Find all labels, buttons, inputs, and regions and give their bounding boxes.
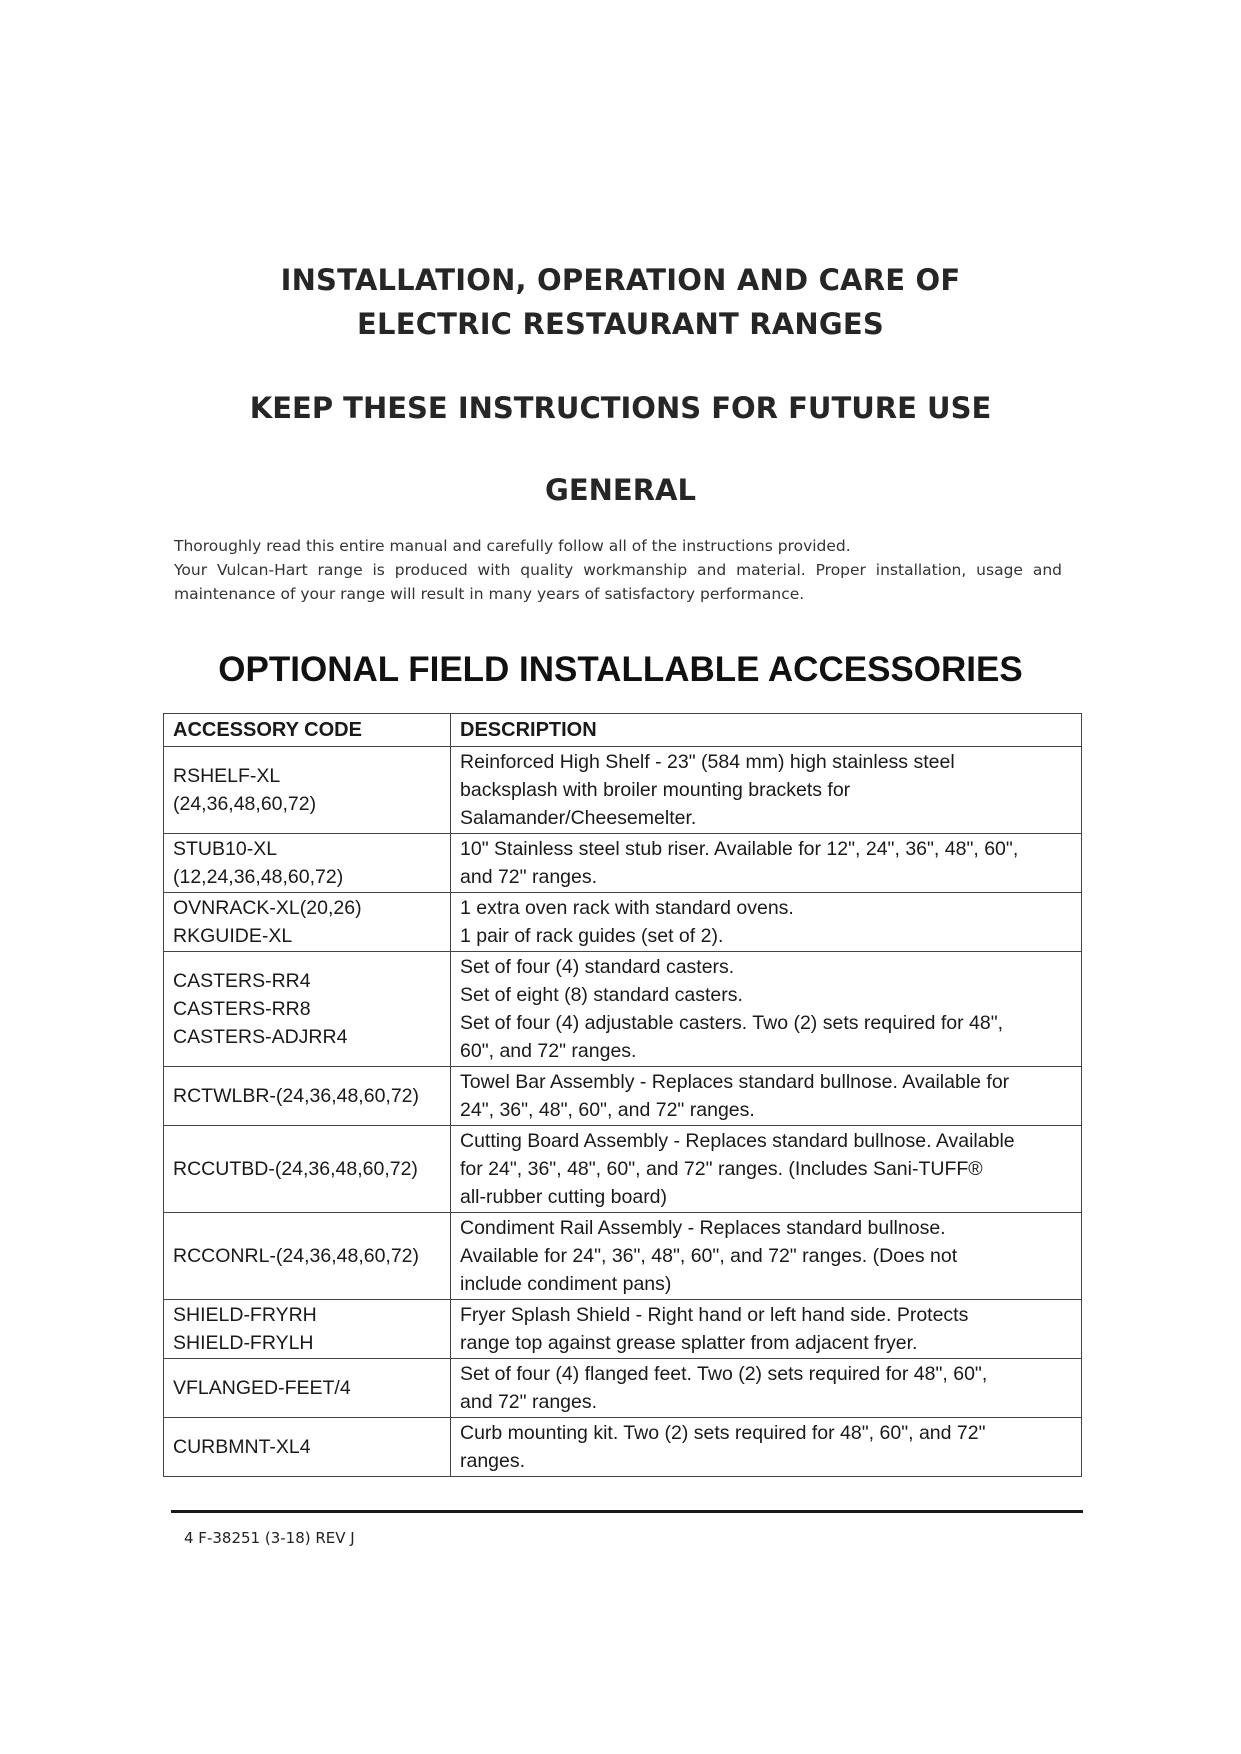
accessory-code-cell bbox=[164, 1418, 451, 1477]
accessory-code-cell bbox=[164, 1067, 451, 1126]
accessory-code: RCTWLBR-(24,36,48,60,72) bbox=[173, 1085, 420, 1107]
accessory-code: (24,36,48,60,72) bbox=[173, 793, 317, 815]
accessory-code: SHIELD-FRYRH bbox=[173, 1304, 317, 1326]
accessory-description: 10" Stainless steel stub riser. Available for 12", 24", 36", 48", 60", bbox=[460, 838, 1019, 860]
accessories-heading: OPTIONAL FIELD INSTALLABLE ACCESSORIES bbox=[218, 650, 1023, 689]
accessory-description-cell bbox=[451, 747, 1082, 834]
accessory-description: Fryer Splash Shield - Right hand or left hand side. Protects bbox=[460, 1304, 969, 1326]
accessory-code-cell bbox=[164, 1126, 451, 1213]
accessory-description: and 72" ranges. bbox=[460, 1391, 598, 1413]
accessory-code: RKGUIDE-XL bbox=[173, 925, 293, 947]
accessory-description: 1 extra oven rack with standard ovens. bbox=[460, 897, 794, 919]
accessory-description: for 24", 36", 48", 60", and 72" ranges. (Includes Sani-TUFF® bbox=[460, 1158, 983, 1180]
accessory-description: 60", and 72" ranges. bbox=[460, 1040, 637, 1062]
accessory-description-cell bbox=[451, 1126, 1082, 1213]
accessory-description: Condiment Rail Assembly - Replaces standard bullnose. bbox=[460, 1217, 946, 1239]
accessory-description: Set of four (4) flanged feet. Two (2) sets required for 48", 60", bbox=[460, 1363, 988, 1385]
footer-divider bbox=[171, 1510, 1083, 1513]
table-row bbox=[164, 893, 1082, 952]
table-row bbox=[164, 1126, 1082, 1213]
accessory-description: Set of four (4) standard casters. bbox=[460, 956, 735, 978]
accessories-table bbox=[163, 713, 1082, 1477]
table-row bbox=[164, 952, 1082, 1067]
table-row bbox=[164, 834, 1082, 893]
accessory-description-cell bbox=[451, 1418, 1082, 1477]
accessory-description: Reinforced High Shelf - 23" (584 mm) high stainless steel bbox=[460, 751, 955, 773]
accessory-code-cell bbox=[164, 1359, 451, 1418]
accessory-description-cell bbox=[451, 1300, 1082, 1359]
table-header-row bbox=[164, 714, 1082, 747]
accessory-code: CURBMNT-XL4 bbox=[173, 1436, 311, 1458]
table-row bbox=[164, 747, 1082, 834]
accessory-description: all-rubber cutting board) bbox=[460, 1186, 668, 1208]
document-title bbox=[0, 258, 1241, 346]
accessory-code-cell bbox=[164, 1213, 451, 1300]
intro-line-2: Your Vulcan-Hart range is produced with quality workmanship and material. Proper installation, usage and maintenance of your range will result in many years of satisfactory performance. bbox=[174, 561, 1062, 603]
accessory-code: CASTERS-RR4 bbox=[173, 970, 311, 992]
accessory-description: ranges. bbox=[460, 1450, 526, 1472]
page-footer: 4 F-38251 (3-18) REV J bbox=[184, 1529, 355, 1547]
table-row bbox=[164, 1067, 1082, 1126]
accessory-code-cell bbox=[164, 747, 451, 834]
accessory-description: range top against grease splatter from adjacent fryer. bbox=[460, 1332, 918, 1354]
accessory-description: Salamander/Cheesemelter. bbox=[460, 807, 697, 829]
accessory-code: STUB10-XL bbox=[173, 838, 278, 860]
accessory-description: Available for 24", 36", 48", 60", and 72" ranges. (Does not bbox=[460, 1245, 958, 1267]
accessory-code: CASTERS-RR8 bbox=[173, 998, 311, 1020]
column-header-description: DESCRIPTION bbox=[451, 714, 1082, 747]
accessory-description: Cutting Board Assembly - Replaces standard bullnose. Available bbox=[460, 1130, 1015, 1152]
title-line-1: INSTALLATION, OPERATION AND CARE OF bbox=[280, 263, 961, 297]
accessory-description-cell bbox=[451, 952, 1082, 1067]
accessory-code: RSHELF-XL bbox=[173, 765, 281, 787]
table-row bbox=[164, 1418, 1082, 1477]
accessory-description: 1 pair of rack guides (set of 2). bbox=[460, 925, 724, 947]
table-row bbox=[164, 1359, 1082, 1418]
general-heading: GENERAL bbox=[545, 473, 696, 507]
accessory-code: CASTERS-ADJRR4 bbox=[173, 1026, 348, 1048]
accessory-code-cell bbox=[164, 834, 451, 893]
table-row bbox=[164, 1300, 1082, 1359]
intro-line-1: Thoroughly read this entire manual and carefully follow all of the instructions provided. bbox=[174, 537, 851, 555]
accessory-description: Towel Bar Assembly - Replaces standard bullnose. Available for bbox=[460, 1071, 1010, 1093]
table-body bbox=[164, 747, 1082, 1477]
keep-instructions-heading: KEEP THESE INSTRUCTIONS FOR FUTURE USE bbox=[249, 391, 992, 425]
accessory-code: SHIELD-FRYLH bbox=[173, 1332, 314, 1354]
accessory-description: Curb mounting kit. Two (2) sets required for 48", 60", and 72" bbox=[460, 1422, 986, 1444]
accessory-code: (12,24,36,48,60,72) bbox=[173, 866, 344, 888]
accessory-description: include condiment pans) bbox=[460, 1273, 672, 1295]
accessory-code-cell bbox=[164, 1300, 451, 1359]
accessory-code: OVNRACK-XL(20,26) bbox=[173, 897, 362, 919]
accessory-description: and 72" ranges. bbox=[460, 866, 598, 888]
accessory-description-cell bbox=[451, 1359, 1082, 1418]
accessory-code-cell bbox=[164, 893, 451, 952]
accessory-description: 24", 36", 48", 60", and 72" ranges. bbox=[460, 1099, 755, 1121]
intro-paragraph bbox=[174, 534, 1062, 606]
accessory-code: RCCUTBD-(24,36,48,60,72) bbox=[173, 1158, 418, 1180]
accessory-code: RCCONRL-(24,36,48,60,72) bbox=[173, 1245, 420, 1267]
accessory-description: backsplash with broiler mounting brackets for bbox=[460, 779, 851, 801]
accessory-description: Set of four (4) adjustable casters. Two (2) sets required for 48", bbox=[460, 1012, 1004, 1034]
column-header-code: ACCESSORY CODE bbox=[164, 714, 451, 747]
accessory-code-cell bbox=[164, 952, 451, 1067]
accessory-description-cell bbox=[451, 893, 1082, 952]
accessory-description-cell bbox=[451, 1067, 1082, 1126]
accessory-description: Set of eight (8) standard casters. bbox=[460, 984, 743, 1006]
accessory-description-cell bbox=[451, 834, 1082, 893]
title-line-2: ELECTRIC RESTAURANT RANGES bbox=[357, 307, 884, 341]
accessory-code: VFLANGED-FEET/4 bbox=[173, 1377, 351, 1399]
table-row bbox=[164, 1213, 1082, 1300]
accessory-description-cell bbox=[451, 1213, 1082, 1300]
